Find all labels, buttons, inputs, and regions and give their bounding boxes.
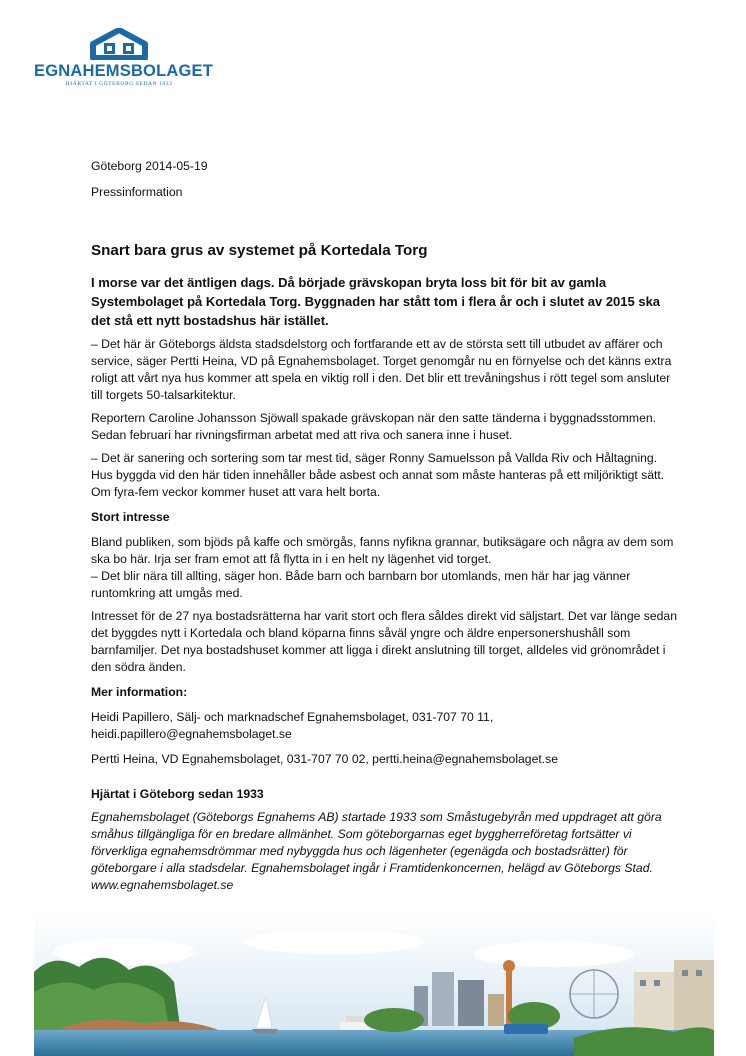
date-line: Göteborg 2014-05-19 [91,159,208,173]
about-text: Egnahemsbolaget (Göteborgs Egnahems AB) startade 1933 som Småstugebyrån med uppdraget att göra småhus tillgängliga för en bredare allmänhet. Som göteborgarnas eget byggherreföretag fortsätter vi förverkliga egnahemsdrömmar med nybyggda hus och lägenheter (egenägda och bostadsrätter) för göteborgare i alla stadsdelar. Egnahemsbolaget ingår i Framtidenkoncernen, helägd av Göteborgs Stad. www.egnahemsbolaget.se [91,810,662,892]
subheading: Stort intresse [91,510,170,524]
contact-heading: Mer information: [91,685,188,699]
logo-wordmark: EGNAHEMSBOLAGET [34,62,214,80]
contact-1-email[interactable]: heidi.papillero@egnahemsbolaget.se [91,727,292,741]
paragraph-5: Intresset för de 27 nya bostadsrätterna har varit stort och flera såldes direkt vid säljstart. Det var länge sedan det byggdes nytt i Kortedala och bland köparna finns såväl yngre och äldre enpersonershushåll som barnfamiljer. Det nya bostadshuset kommer att ligga i direkt anslutning till torget, alldeles vid grönområdet i den södra änden. [91,609,677,674]
document-type: Pressinformation [91,185,183,199]
paragraph-3: – Det är sanering och sortering som tar mest tid, säger Ronny Samuelsson på Vallda Riv och Håltagning. Hus byggda vid den här tiden innehåller både asbest och annat som måste hanteras på ett miljöriktigt sätt. Om fyra-fem veckor kommer huset att vara helt borta. [91,451,665,499]
paragraph-4b: – Det blir nära till allting, säger hon. Både barn och barnbarn bor utomlands, men här har jag vänner runtomkring att umgås med. [91,569,631,600]
contact-1-line-1: Heidi Papillero, Sälj- och marknadschef Egnahemsbolaget, 031-707 70 11, [91,710,494,724]
house-logo-icon [90,28,148,60]
paragraph-4a: Bland publiken, som bjöds på kaffe och smörgås, fanns nyfikna grannar, butiksägare och några av dem som ska bo här. Irja ser fram emot att få flytta in i en helt ny lägenhet vid torget. [91,535,674,566]
headline: Snart bara grus av systemet på Kortedala Torg [91,242,428,259]
contact-2: Pertti Heina, VD Egnahemsbolaget, 031-707 70 02, pertti.heina@egnahemsbolaget.se [91,752,558,766]
paragraph-1: – Det här är Göteborgs äldsta stadsdelstorg och fortfarande ett av de största sett till utbudet av affärer och service, säger Pertti Heina, VD på Egnahemsbolaget. Torget genomgår nu en förnyelse och det känns extra roligt att vårt nya hus kommer att spela en viktig roll i den. Det blir ett trevåningshus i rött tegel som ansluter till torgets 50-talsarkitektur. [91,337,672,402]
about-heading: Hjärtat i Göteborg sedan 1933 [91,787,264,801]
company-logo [34,28,214,92]
cityscape-illustration [34,912,714,1056]
paragraph-2: Reportern Caroline Johansson Sjöwall spakade grävskopan när den satte tänderna i byggnadsstommen. Sedan februari har rivningsfirman arbetat med att riva och sanera inne i huset. [91,411,657,442]
logo-tagline: HJÄRTAT I GÖTEBORG SEDAN 1933 [65,81,173,87]
lead-paragraph: I morse var det äntligen dags. Då började grävskopan bryta loss bit för bit av gamla Systembolaget på Kortedala Torg. Byggnaden har stått tom i flera år och i slutet av 2015 ska det stå ett nytt bostadshus här istället. [91,275,661,328]
press-release [91,158,681,894]
cityscape-banner [34,912,714,1056]
